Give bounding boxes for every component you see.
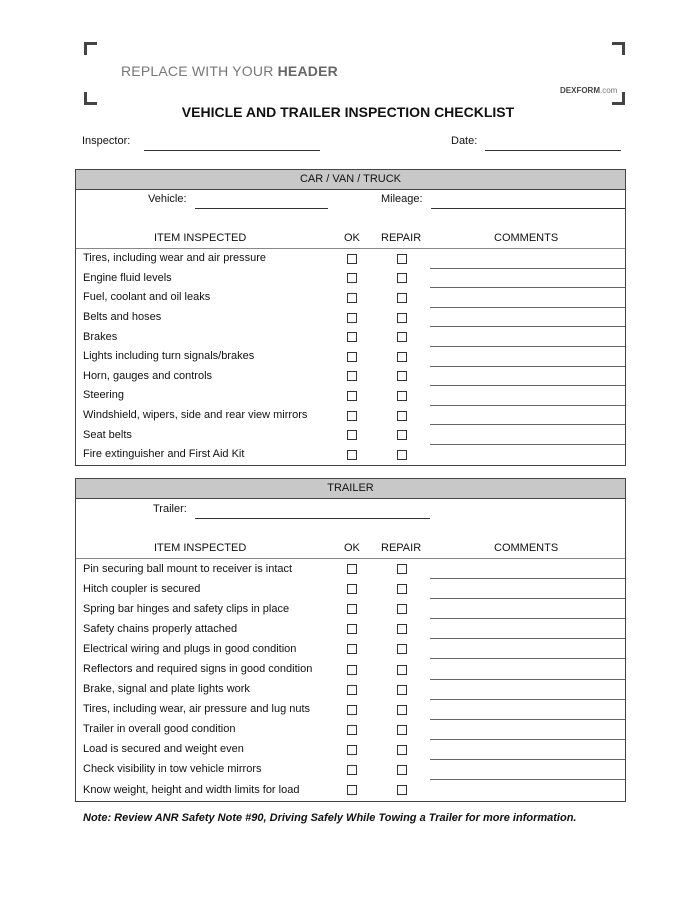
- car-col-ok: OK: [344, 232, 360, 244]
- repair-checkbox[interactable]: [397, 332, 407, 342]
- inspector-label: Inspector:: [82, 135, 131, 147]
- repair-checkbox[interactable]: [397, 644, 407, 654]
- repair-checkbox[interactable]: [397, 705, 407, 715]
- ok-checkbox[interactable]: [347, 685, 357, 695]
- checklist-row: [76, 327, 625, 347]
- brand-logo: [560, 86, 617, 95]
- repair-checkbox[interactable]: [397, 624, 407, 634]
- item-label: Fuel, coolant and oil leaks: [83, 291, 211, 304]
- repair-checkbox[interactable]: [397, 765, 407, 775]
- vehicle-label: Vehicle:: [148, 193, 187, 205]
- item-label: Tires, including wear, air pressure and lug nuts: [83, 703, 311, 716]
- header-placeholder: [121, 63, 338, 79]
- vehicle-field[interactable]: [195, 208, 328, 209]
- ok-checkbox[interactable]: [347, 332, 357, 342]
- item-label: Brake, signal and plate lights work: [83, 683, 250, 696]
- trailer-col-comments: COMMENTS: [494, 542, 559, 554]
- checklist-row: [76, 367, 625, 387]
- trailer-col-repair: REPAIR: [381, 542, 422, 554]
- ok-checkbox[interactable]: [347, 411, 357, 421]
- ok-checkbox[interactable]: [347, 430, 357, 440]
- checklist-row: [76, 700, 625, 720]
- repair-checkbox[interactable]: [397, 785, 407, 795]
- checklist-row: [76, 619, 625, 639]
- repair-checkbox[interactable]: [397, 604, 407, 614]
- ok-checkbox[interactable]: [347, 604, 357, 614]
- item-label: Steering: [83, 389, 124, 402]
- ok-checkbox[interactable]: [347, 785, 357, 795]
- crop-mark-top-left: [84, 42, 97, 55]
- ok-checkbox[interactable]: [347, 254, 357, 264]
- trailer-field[interactable]: [195, 518, 430, 519]
- item-label: Engine fluid levels: [83, 271, 172, 284]
- item-label: Windshield, wipers, side and rear view mirrors: [83, 409, 308, 422]
- repair-checkbox[interactable]: [397, 584, 407, 594]
- trailer-items-list: [76, 559, 625, 800]
- repair-checkbox[interactable]: [397, 450, 407, 460]
- item-label: Belts and hoses: [83, 311, 162, 324]
- car-section-heading: CAR / VAN / TRUCK: [76, 170, 625, 190]
- document-title: VEHICLE AND TRAILER INSPECTION CHECKLIST: [181, 104, 515, 120]
- ok-checkbox[interactable]: [347, 705, 357, 715]
- item-label: Safety chains properly attached: [83, 622, 238, 635]
- repair-checkbox[interactable]: [397, 371, 407, 381]
- repair-checkbox[interactable]: [397, 665, 407, 675]
- item-label: Spring bar hinges and safety clips in place: [83, 602, 290, 615]
- item-label: Hitch coupler is secured: [83, 582, 201, 595]
- repair-checkbox[interactable]: [397, 745, 407, 755]
- trailer-section-heading: TRAILER: [76, 479, 625, 499]
- repair-checkbox[interactable]: [397, 685, 407, 695]
- repair-checkbox[interactable]: [397, 411, 407, 421]
- item-label: Brakes: [83, 330, 118, 343]
- checklist-row: [76, 760, 625, 780]
- repair-checkbox[interactable]: [397, 725, 407, 735]
- ok-checkbox[interactable]: [347, 564, 357, 574]
- checklist-row: [76, 308, 625, 328]
- repair-checkbox[interactable]: [397, 564, 407, 574]
- ok-checkbox[interactable]: [347, 624, 357, 634]
- car-col-repair: REPAIR: [381, 232, 422, 244]
- checklist-row: [76, 740, 625, 760]
- ok-checkbox[interactable]: [347, 273, 357, 283]
- ok-checkbox[interactable]: [347, 352, 357, 362]
- header-placeholder-bold: HEADER: [277, 63, 338, 79]
- checklist-row: [76, 249, 625, 269]
- ok-checkbox[interactable]: [347, 371, 357, 381]
- checklist-row: [76, 599, 625, 619]
- item-label: Pin securing ball mount to receiver is intact: [83, 562, 293, 575]
- date-label: Date:: [451, 135, 478, 147]
- repair-checkbox[interactable]: [397, 273, 407, 283]
- checklist-row: [76, 579, 625, 599]
- item-label: Reflectors and required signs in good condition: [83, 663, 313, 676]
- car-col-comments: COMMENTS: [494, 232, 559, 244]
- checklist-row: [76, 559, 625, 579]
- item-label: Check visibility in tow vehicle mirrors: [83, 763, 262, 776]
- checklist-row: [76, 659, 625, 679]
- trailer-col-ok: OK: [344, 542, 360, 554]
- ok-checkbox[interactable]: [347, 293, 357, 303]
- header-placeholder-light: REPLACE WITH YOUR: [121, 63, 278, 79]
- brand-name: DEXFORM: [560, 86, 600, 95]
- mileage-label: Mileage:: [381, 193, 423, 205]
- ok-checkbox[interactable]: [347, 584, 357, 594]
- checklist-row: [76, 680, 625, 700]
- ok-checkbox[interactable]: [347, 644, 357, 654]
- item-label: Horn, gauges and controls: [83, 369, 213, 382]
- trailer-col-item: ITEM INSPECTED: [154, 542, 247, 554]
- mileage-field[interactable]: [431, 208, 625, 209]
- ok-checkbox[interactable]: [347, 765, 357, 775]
- repair-checkbox[interactable]: [397, 391, 407, 401]
- ok-checkbox[interactable]: [347, 665, 357, 675]
- checklist-row: [76, 269, 625, 289]
- repair-checkbox[interactable]: [397, 352, 407, 362]
- checklist-row: [76, 445, 625, 465]
- checklist-row: [76, 406, 625, 426]
- ok-checkbox[interactable]: [347, 745, 357, 755]
- date-field[interactable]: [485, 150, 621, 151]
- item-label: Load is secured and weight even: [83, 743, 244, 756]
- item-label: Seat belts: [83, 428, 132, 441]
- checklist-row: [76, 720, 625, 740]
- brand-domain: .com: [600, 86, 618, 95]
- ok-checkbox[interactable]: [347, 725, 357, 735]
- checklist-row: [76, 780, 625, 800]
- car-items-list: [76, 249, 625, 465]
- inspector-field[interactable]: [144, 150, 320, 151]
- item-label: Electrical wiring and plugs in good condition: [83, 642, 297, 655]
- item-label: Tires, including wear and air pressure: [83, 252, 267, 265]
- safety-note: Note: Review ANR Safety Note #90, Driving Safely While Towing a Trailer for more information.: [83, 812, 577, 824]
- checklist-row: [76, 288, 625, 308]
- item-label: Know weight, height and width limits for load: [83, 783, 300, 796]
- item-label: Trailer in overall good condition: [83, 723, 236, 736]
- checklist-row: [76, 639, 625, 659]
- ok-checkbox[interactable]: [347, 450, 357, 460]
- repair-checkbox[interactable]: [397, 430, 407, 440]
- repair-checkbox[interactable]: [397, 313, 407, 323]
- checklist-row: [76, 347, 625, 367]
- trailer-label: Trailer:: [153, 503, 187, 515]
- ok-checkbox[interactable]: [347, 391, 357, 401]
- repair-checkbox[interactable]: [397, 293, 407, 303]
- crop-mark-top-right: [612, 42, 625, 55]
- car-section: [75, 169, 626, 466]
- ok-checkbox[interactable]: [347, 313, 357, 323]
- item-label: Fire extinguisher and First Aid Kit: [83, 448, 245, 461]
- checklist-row: [76, 425, 625, 445]
- car-col-item: ITEM INSPECTED: [154, 232, 247, 244]
- checklist-row: [76, 386, 625, 406]
- item-label: Lights including turn signals/brakes: [83, 350, 255, 363]
- repair-checkbox[interactable]: [397, 254, 407, 264]
- trailer-section: [75, 478, 626, 802]
